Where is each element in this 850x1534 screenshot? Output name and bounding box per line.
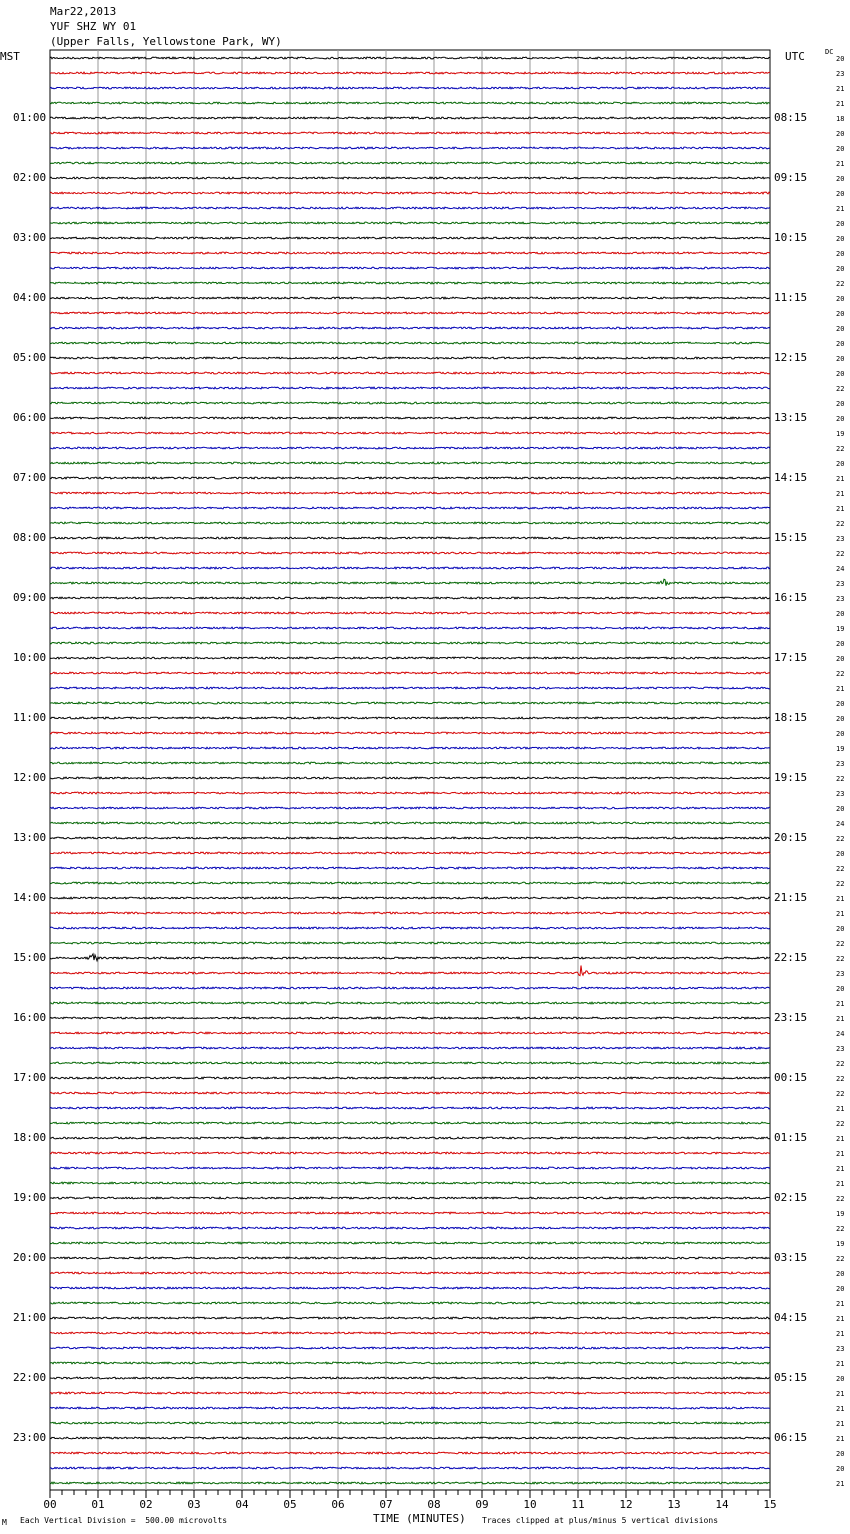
hour-label-left: 04:00 bbox=[13, 291, 47, 304]
dc-value-label: 22 bbox=[836, 445, 845, 453]
trace-line bbox=[50, 627, 770, 629]
dc-value-label: 23 bbox=[836, 1345, 845, 1353]
trace-line bbox=[50, 1017, 770, 1019]
dc-value-label: 20 bbox=[836, 370, 845, 378]
trace-line bbox=[50, 1437, 770, 1439]
dc-value-label: 21 bbox=[836, 475, 845, 483]
trace-line bbox=[50, 432, 770, 434]
trace-line bbox=[50, 102, 770, 104]
dc-value-label: 19 bbox=[836, 625, 845, 633]
trace-line bbox=[50, 492, 770, 494]
dc-value-label: 19 bbox=[836, 1240, 845, 1248]
dc-value-label: 20 bbox=[836, 1450, 845, 1458]
hour-label-left: 18:00 bbox=[13, 1131, 47, 1144]
hour-label-left: 17:00 bbox=[13, 1071, 47, 1084]
x-tick-label: 03 bbox=[187, 1498, 201, 1511]
dc-value-label: 23 bbox=[836, 790, 845, 798]
trace-line bbox=[50, 222, 770, 224]
dc-value-label: 22 bbox=[836, 1255, 845, 1263]
trace-line bbox=[50, 702, 770, 704]
dc-value-label: 20 bbox=[836, 415, 845, 423]
dc-value-label: 22 bbox=[836, 865, 845, 873]
dc-value-label: 20 bbox=[836, 220, 845, 228]
dc-value-label: 19 bbox=[836, 430, 845, 438]
hour-label-left: 07:00 bbox=[13, 471, 47, 484]
dc-value-label: 21 bbox=[836, 1390, 845, 1398]
trace-line bbox=[50, 1242, 770, 1244]
plot-frame bbox=[50, 50, 770, 1490]
dc-value-label: 20 bbox=[836, 610, 845, 618]
dc-value-label: 21 bbox=[836, 1480, 845, 1488]
trace-line bbox=[50, 657, 770, 659]
dc-value-label: 20 bbox=[836, 55, 845, 63]
dc-value-label: 22 bbox=[836, 775, 845, 783]
hour-label-right: 16:15 bbox=[774, 591, 808, 604]
trace-line bbox=[50, 267, 770, 269]
trace-line bbox=[50, 417, 770, 419]
x-tick-label: 12 bbox=[619, 1498, 633, 1511]
trace-line bbox=[50, 1182, 770, 1184]
trace-line bbox=[50, 1137, 770, 1139]
hour-label-right: 09:15 bbox=[774, 171, 808, 184]
dc-value-label: 22 bbox=[836, 385, 845, 393]
trace-line bbox=[50, 1407, 770, 1409]
x-tick-label: 01 bbox=[91, 1498, 105, 1511]
trace-line bbox=[50, 1227, 770, 1229]
dc-value-label: 24 bbox=[836, 1030, 845, 1038]
dc-value-label: 22 bbox=[836, 1225, 845, 1233]
trace-line bbox=[50, 1092, 770, 1094]
trace-line bbox=[50, 507, 770, 509]
dc-value-label: 22 bbox=[836, 940, 845, 948]
trace-line bbox=[50, 177, 770, 179]
trace-line bbox=[50, 927, 770, 929]
trace-line bbox=[50, 87, 770, 89]
trace-line bbox=[50, 297, 770, 299]
plot-date: Mar22,2013 bbox=[50, 5, 117, 18]
dc-header-label: DC bbox=[825, 48, 834, 56]
trace-line bbox=[50, 966, 770, 976]
hour-label-left: 19:00 bbox=[13, 1191, 47, 1204]
dc-value-label: 20 bbox=[836, 190, 845, 198]
dc-value-label: 20 bbox=[836, 715, 845, 723]
dc-value-label: 21 bbox=[836, 100, 845, 108]
hour-label-left: 09:00 bbox=[13, 591, 47, 604]
dc-value-label: 20 bbox=[836, 1375, 845, 1383]
corner-mark: M bbox=[2, 1518, 7, 1527]
clip-note: Traces clipped at plus/minus 5 vertical divisions bbox=[482, 1516, 719, 1525]
x-tick-label: 11 bbox=[571, 1498, 585, 1511]
trace-line bbox=[50, 717, 770, 719]
dc-value-label: 20 bbox=[836, 175, 845, 183]
hour-label-left: 10:00 bbox=[13, 651, 47, 664]
dc-value-label: 23 bbox=[836, 970, 845, 978]
dc-value-label: 21 bbox=[836, 1135, 845, 1143]
dc-value-label: 20 bbox=[836, 925, 845, 933]
dc-value-label: 21 bbox=[836, 1015, 845, 1023]
trace-line bbox=[50, 72, 770, 74]
dc-value-label: 20 bbox=[836, 145, 845, 153]
trace-line bbox=[50, 1362, 770, 1364]
dc-value-label: 23 bbox=[836, 580, 845, 588]
trace-line bbox=[50, 387, 770, 389]
trace-line bbox=[50, 327, 770, 329]
hour-label-right: 21:15 bbox=[774, 891, 808, 904]
hour-label-left: 03:00 bbox=[13, 231, 47, 244]
trace-line bbox=[50, 792, 770, 794]
trace-line bbox=[50, 537, 770, 539]
trace-line bbox=[50, 1047, 770, 1049]
hour-label-right: 06:15 bbox=[774, 1431, 808, 1444]
trace-line bbox=[50, 1467, 770, 1469]
dc-value-label: 20 bbox=[836, 1465, 845, 1473]
hour-label-left: 16:00 bbox=[13, 1011, 47, 1024]
dc-value-label: 20 bbox=[836, 700, 845, 708]
hour-label-right: 19:15 bbox=[774, 771, 808, 784]
trace-line bbox=[50, 552, 770, 554]
trace-line bbox=[50, 1197, 770, 1199]
hour-label-left: 23:00 bbox=[13, 1431, 47, 1444]
hour-label-right: 23:15 bbox=[774, 1011, 808, 1024]
dc-value-label: 21 bbox=[836, 205, 845, 213]
dc-value-label: 24 bbox=[836, 565, 845, 573]
dc-value-label: 22 bbox=[836, 280, 845, 288]
trace-line bbox=[50, 357, 770, 359]
left-timezone-label: MST bbox=[0, 50, 20, 63]
trace-line bbox=[50, 132, 770, 134]
dc-value-label: 21 bbox=[836, 1165, 845, 1173]
x-tick-label: 10 bbox=[523, 1498, 537, 1511]
dc-value-label: 20 bbox=[836, 640, 845, 648]
dc-value-label: 23 bbox=[836, 535, 845, 543]
dc-value-label: 21 bbox=[836, 1360, 845, 1368]
trace-line bbox=[50, 942, 770, 944]
dc-value-label: 20 bbox=[836, 460, 845, 468]
x-tick-label: 09 bbox=[475, 1498, 489, 1511]
x-tick-label: 14 bbox=[715, 1498, 729, 1511]
x-tick-label: 15 bbox=[763, 1498, 777, 1511]
trace-line bbox=[50, 807, 770, 809]
trace-line bbox=[50, 312, 770, 314]
station-code: YUF SHZ WY 01 bbox=[50, 20, 137, 33]
trace-line bbox=[50, 822, 770, 824]
x-tick-label: 04 bbox=[235, 1498, 249, 1511]
hour-label-right: 18:15 bbox=[774, 711, 808, 724]
trace-line bbox=[50, 372, 770, 374]
trace-line bbox=[50, 1002, 770, 1004]
dc-value-label: 22 bbox=[836, 1060, 845, 1068]
x-tick-label: 07 bbox=[379, 1498, 393, 1511]
x-tick-label: 02 bbox=[139, 1498, 153, 1511]
dc-value-label: 20 bbox=[836, 850, 845, 858]
dc-value-label: 23 bbox=[836, 595, 845, 603]
trace-line bbox=[50, 897, 770, 899]
hour-label-right: 00:15 bbox=[774, 1071, 808, 1084]
trace-line bbox=[50, 402, 770, 404]
dc-value-label: 21 bbox=[836, 1150, 845, 1158]
dc-value-label: 21 bbox=[836, 1435, 845, 1443]
trace-line bbox=[50, 1332, 770, 1334]
x-tick-label: 13 bbox=[667, 1498, 681, 1511]
hour-label-left: 13:00 bbox=[13, 831, 47, 844]
trace-line bbox=[50, 912, 770, 914]
dc-value-label: 21 bbox=[836, 490, 845, 498]
trace-line bbox=[50, 612, 770, 614]
hour-label-right: 05:15 bbox=[774, 1371, 808, 1384]
trace-line bbox=[50, 192, 770, 194]
trace-line bbox=[50, 1062, 770, 1064]
hour-label-right: 03:15 bbox=[774, 1251, 808, 1264]
trace-line bbox=[50, 1257, 770, 1259]
dc-value-label: 21 bbox=[836, 1180, 845, 1188]
dc-value-label: 22 bbox=[836, 880, 845, 888]
trace-line bbox=[50, 282, 770, 284]
dc-value-label: 20 bbox=[836, 805, 845, 813]
hour-label-left: 22:00 bbox=[13, 1371, 47, 1384]
dc-value-label: 20 bbox=[836, 985, 845, 993]
trace-line bbox=[50, 147, 770, 149]
trace-line bbox=[50, 117, 770, 119]
dc-value-label: 21 bbox=[836, 505, 845, 513]
dc-value-label: 22 bbox=[836, 1195, 845, 1203]
trace-line bbox=[50, 1152, 770, 1154]
hour-label-right: 17:15 bbox=[774, 651, 808, 664]
dc-value-label: 20 bbox=[836, 400, 845, 408]
hour-label-right: 14:15 bbox=[774, 471, 808, 484]
trace-line bbox=[50, 1422, 770, 1424]
dc-value-label: 21 bbox=[836, 895, 845, 903]
hour-label-left: 20:00 bbox=[13, 1251, 47, 1264]
dc-value-label: 23 bbox=[836, 70, 845, 78]
dc-value-label: 20 bbox=[836, 1285, 845, 1293]
trace-line bbox=[50, 1107, 770, 1109]
trace-line bbox=[50, 57, 770, 59]
dc-value-label: 22 bbox=[836, 955, 845, 963]
dc-value-label: 21 bbox=[836, 1315, 845, 1323]
dc-value-label: 21 bbox=[836, 1420, 845, 1428]
hour-label-right: 22:15 bbox=[774, 951, 808, 964]
dc-value-label: 23 bbox=[836, 760, 845, 768]
trace-line bbox=[50, 1287, 770, 1289]
dc-value-label: 21 bbox=[836, 685, 845, 693]
dc-value-label: 22 bbox=[836, 1075, 845, 1083]
dc-value-label: 22 bbox=[836, 835, 845, 843]
hour-label-right: 08:15 bbox=[774, 111, 808, 124]
dc-value-label: 19 bbox=[836, 745, 845, 753]
hour-label-left: 21:00 bbox=[13, 1311, 47, 1324]
x-tick-label: 05 bbox=[283, 1498, 297, 1511]
trace-line bbox=[50, 987, 770, 989]
trace-line bbox=[50, 1377, 770, 1379]
trace-line bbox=[50, 1392, 770, 1394]
hour-label-right: 04:15 bbox=[774, 1311, 808, 1324]
hour-label-left: 05:00 bbox=[13, 351, 47, 364]
trace-line bbox=[50, 954, 770, 961]
dc-value-label: 20 bbox=[836, 1270, 845, 1278]
trace-line bbox=[50, 1122, 770, 1124]
x-tick-label: 00 bbox=[43, 1498, 57, 1511]
dc-value-label: 21 bbox=[836, 910, 845, 918]
trace-line bbox=[50, 1482, 770, 1484]
dc-value-label: 20 bbox=[836, 730, 845, 738]
trace-line bbox=[50, 207, 770, 209]
scale-note: Each Vertical Division = 500.00 microvolts bbox=[20, 1516, 228, 1525]
hour-label-right: 02:15 bbox=[774, 1191, 808, 1204]
dc-value-label: 21 bbox=[836, 85, 845, 93]
dc-value-label: 22 bbox=[836, 550, 845, 558]
hour-label-right: 20:15 bbox=[774, 831, 808, 844]
trace-line bbox=[50, 579, 770, 586]
trace-line bbox=[50, 852, 770, 854]
x-tick-label: 08 bbox=[427, 1498, 441, 1511]
dc-value-label: 20 bbox=[836, 235, 845, 243]
dc-value-label: 18 bbox=[836, 115, 845, 123]
trace-line bbox=[50, 762, 770, 764]
dc-value-label: 21 bbox=[836, 1000, 845, 1008]
dc-value-label: 20 bbox=[836, 130, 845, 138]
hour-label-right: 15:15 bbox=[774, 531, 808, 544]
dc-value-label: 22 bbox=[836, 1090, 845, 1098]
trace-line bbox=[50, 672, 770, 674]
dc-value-label: 21 bbox=[836, 160, 845, 168]
trace-line bbox=[50, 837, 770, 839]
trace-line bbox=[50, 882, 770, 884]
hour-label-right: 11:15 bbox=[774, 291, 808, 304]
dc-value-label: 22 bbox=[836, 520, 845, 528]
trace-line bbox=[50, 462, 770, 464]
hour-label-left: 15:00 bbox=[13, 951, 47, 964]
x-axis-title: TIME (MINUTES) bbox=[373, 1512, 466, 1525]
hour-label-right: 13:15 bbox=[774, 411, 808, 424]
dc-value-label: 24 bbox=[836, 820, 845, 828]
hour-label-left: 11:00 bbox=[13, 711, 47, 724]
trace-line bbox=[50, 867, 770, 869]
station-location: (Upper Falls, Yellowstone Park, WY) bbox=[50, 35, 282, 48]
hour-label-right: 01:15 bbox=[774, 1131, 808, 1144]
hour-label-left: 01:00 bbox=[13, 111, 47, 124]
dc-value-label: 20 bbox=[836, 250, 845, 258]
dc-value-label: 20 bbox=[836, 325, 845, 333]
trace-line bbox=[50, 162, 770, 164]
dc-value-label: 20 bbox=[836, 340, 845, 348]
trace-line bbox=[50, 1167, 770, 1169]
trace-line bbox=[50, 1032, 770, 1034]
trace-line bbox=[50, 1212, 770, 1214]
trace-line bbox=[50, 732, 770, 734]
dc-value-label: 20 bbox=[836, 310, 845, 318]
dc-value-label: 20 bbox=[836, 265, 845, 273]
trace-line bbox=[50, 522, 770, 524]
dc-value-label: 22 bbox=[836, 670, 845, 678]
trace-line bbox=[50, 777, 770, 779]
trace-line bbox=[50, 1317, 770, 1319]
trace-line bbox=[50, 1077, 770, 1079]
dc-value-label: 20 bbox=[836, 655, 845, 663]
trace-line bbox=[50, 447, 770, 449]
dc-value-label: 21 bbox=[836, 1330, 845, 1338]
trace-line bbox=[50, 477, 770, 479]
dc-value-label: 21 bbox=[836, 1405, 845, 1413]
trace-line bbox=[50, 642, 770, 644]
trace-line bbox=[50, 1302, 770, 1304]
dc-value-label: 20 bbox=[836, 355, 845, 363]
hour-label-left: 14:00 bbox=[13, 891, 47, 904]
hour-label-right: 10:15 bbox=[774, 231, 808, 244]
hour-label-left: 06:00 bbox=[13, 411, 47, 424]
x-tick-label: 06 bbox=[331, 1498, 345, 1511]
dc-value-label: 23 bbox=[836, 1045, 845, 1053]
dc-value-label: 21 bbox=[836, 1105, 845, 1113]
hour-label-left: 02:00 bbox=[13, 171, 47, 184]
hour-label-left: 12:00 bbox=[13, 771, 47, 784]
dc-value-label: 21 bbox=[836, 1300, 845, 1308]
dc-value-label: 22 bbox=[836, 1120, 845, 1128]
dc-value-label: 19 bbox=[836, 1210, 845, 1218]
right-timezone-label: UTC bbox=[785, 50, 805, 63]
trace-line bbox=[50, 1347, 770, 1349]
trace-line bbox=[50, 567, 770, 569]
hour-label-left: 08:00 bbox=[13, 531, 47, 544]
trace-line bbox=[50, 1452, 770, 1454]
trace-line bbox=[50, 237, 770, 239]
hour-label-right: 12:15 bbox=[774, 351, 808, 364]
trace-line bbox=[50, 252, 770, 254]
dc-value-label: 20 bbox=[836, 295, 845, 303]
trace-line bbox=[50, 342, 770, 344]
trace-line bbox=[50, 687, 770, 689]
trace-line bbox=[50, 747, 770, 749]
trace-line bbox=[50, 597, 770, 599]
trace-line bbox=[50, 1272, 770, 1274]
